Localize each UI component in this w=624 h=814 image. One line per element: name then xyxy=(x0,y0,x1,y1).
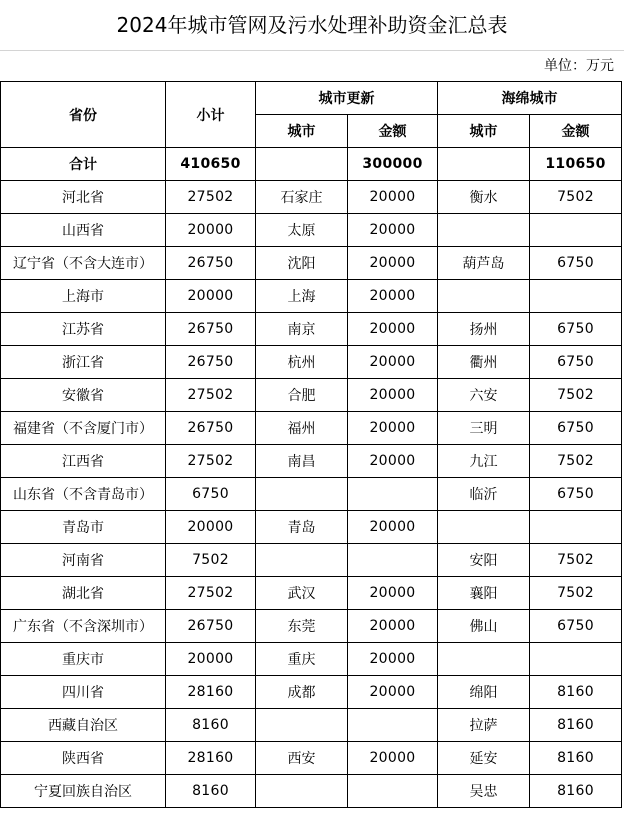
sponge-city-cell: 绵阳 xyxy=(438,676,530,709)
renewal-amount-cell: 20000 xyxy=(348,742,438,775)
province-cell: 江苏省 xyxy=(1,313,166,346)
renewal-city-cell: 石家庄 xyxy=(256,181,348,214)
renewal-city-cell: 沈阳 xyxy=(256,247,348,280)
sponge-amount-cell: 6750 xyxy=(530,478,622,511)
renewal-city-cell: 青岛 xyxy=(256,511,348,544)
subtotal-cell: 28160 xyxy=(166,676,256,709)
sponge-amount-cell xyxy=(530,643,622,676)
sheet-title: 2024年城市管网及污水处理补助资金汇总表 xyxy=(116,13,508,37)
sponge-city-cell: 襄阳 xyxy=(438,577,530,610)
table-row xyxy=(1,478,622,511)
table-row xyxy=(1,379,622,412)
table-row xyxy=(1,280,622,313)
province-cell: 江西省 xyxy=(1,445,166,478)
province-cell: 陕西省 xyxy=(1,742,166,775)
sponge-city-cell: 葫芦岛 xyxy=(438,247,530,280)
province-cell: 河北省 xyxy=(1,181,166,214)
renewal-city-cell: 合肥 xyxy=(256,379,348,412)
sponge-city-cell xyxy=(438,280,530,313)
table-row xyxy=(1,577,622,610)
sponge-amount-cell: 7502 xyxy=(530,379,622,412)
renewal-city-cell: 福州 xyxy=(256,412,348,445)
province-cell: 山东省（不含青岛市） xyxy=(1,478,166,511)
title-divider xyxy=(0,50,624,51)
province-cell: 山西省 xyxy=(1,214,166,247)
table-row xyxy=(1,511,622,544)
total-renewal-amount: 300000 xyxy=(348,148,438,181)
total-subtotal: 410650 xyxy=(166,148,256,181)
sponge-city-cell: 延安 xyxy=(438,742,530,775)
total-sponge-amount: 110650 xyxy=(530,148,622,181)
sponge-city-cell: 佛山 xyxy=(438,610,530,643)
renewal-city-cell: 南京 xyxy=(256,313,348,346)
renewal-amount-cell xyxy=(348,544,438,577)
province-cell: 浙江省 xyxy=(1,346,166,379)
renewal-city-cell xyxy=(256,709,348,742)
renewal-city-cell: 南昌 xyxy=(256,445,348,478)
sponge-city-cell: 临沂 xyxy=(438,478,530,511)
unit-label: 单位：万元 xyxy=(544,58,614,74)
renewal-amount-cell xyxy=(348,478,438,511)
province-cell: 青岛市 xyxy=(1,511,166,544)
province-cell: 福建省（不含厦门市） xyxy=(1,412,166,445)
renewal-amount-cell: 20000 xyxy=(348,511,438,544)
sponge-city-cell: 吴忠 xyxy=(438,775,530,808)
province-cell: 辽宁省（不含大连市） xyxy=(1,247,166,280)
province-cell: 宁夏回族自治区 xyxy=(1,775,166,808)
header-province: 省份 xyxy=(1,82,166,148)
sponge-city-cell: 三明 xyxy=(438,412,530,445)
sponge-amount-cell: 8160 xyxy=(530,676,622,709)
province-cell: 四川省 xyxy=(1,676,166,709)
sponge-amount-cell xyxy=(530,511,622,544)
sponge-city-cell: 拉萨 xyxy=(438,709,530,742)
renewal-amount-cell: 20000 xyxy=(348,676,438,709)
table-row xyxy=(1,247,622,280)
table-row xyxy=(1,346,622,379)
table-body xyxy=(1,148,622,808)
funding-summary-table xyxy=(0,81,622,808)
header-sponge-city-name: 城市 xyxy=(438,115,530,148)
renewal-amount-cell: 20000 xyxy=(348,214,438,247)
total-sponge-city xyxy=(438,148,530,181)
subtotal-cell: 20000 xyxy=(166,643,256,676)
subtotal-cell: 26750 xyxy=(166,313,256,346)
table-row xyxy=(1,676,622,709)
sponge-amount-cell: 6750 xyxy=(530,346,622,379)
sponge-amount-cell xyxy=(530,214,622,247)
renewal-city-cell: 武汉 xyxy=(256,577,348,610)
renewal-amount-cell: 20000 xyxy=(348,610,438,643)
renewal-city-cell: 杭州 xyxy=(256,346,348,379)
subtotal-cell: 27502 xyxy=(166,577,256,610)
renewal-city-cell xyxy=(256,775,348,808)
province-cell: 西藏自治区 xyxy=(1,709,166,742)
renewal-amount-cell xyxy=(348,775,438,808)
renewal-amount-cell: 20000 xyxy=(348,313,438,346)
header-sponge-amount: 金额 xyxy=(530,115,622,148)
sponge-city-cell: 扬州 xyxy=(438,313,530,346)
sponge-city-cell: 安阳 xyxy=(438,544,530,577)
province-cell: 湖北省 xyxy=(1,577,166,610)
header-sponge-city: 海绵城市 xyxy=(438,82,622,115)
table-row xyxy=(1,742,622,775)
table-row xyxy=(1,709,622,742)
total-renewal-city xyxy=(256,148,348,181)
province-cell: 河南省 xyxy=(1,544,166,577)
sponge-amount-cell: 7502 xyxy=(530,544,622,577)
renewal-amount-cell: 20000 xyxy=(348,412,438,445)
renewal-city-cell: 东莞 xyxy=(256,610,348,643)
renewal-amount-cell xyxy=(348,709,438,742)
renewal-city-cell: 成都 xyxy=(256,676,348,709)
renewal-amount-cell: 20000 xyxy=(348,379,438,412)
sponge-amount-cell: 6750 xyxy=(530,313,622,346)
sponge-city-cell xyxy=(438,643,530,676)
subtotal-cell: 27502 xyxy=(166,379,256,412)
renewal-amount-cell: 20000 xyxy=(348,280,438,313)
renewal-city-cell: 西安 xyxy=(256,742,348,775)
table-row xyxy=(1,214,622,247)
subtotal-cell: 6750 xyxy=(166,478,256,511)
renewal-amount-cell: 20000 xyxy=(348,181,438,214)
renewal-city-cell: 上海 xyxy=(256,280,348,313)
sponge-city-cell: 衡水 xyxy=(438,181,530,214)
renewal-city-cell xyxy=(256,544,348,577)
subtotal-cell: 27502 xyxy=(166,445,256,478)
subtotal-cell: 26750 xyxy=(166,412,256,445)
subtotal-cell: 8160 xyxy=(166,775,256,808)
subtotal-cell: 7502 xyxy=(166,544,256,577)
subtotal-cell: 26750 xyxy=(166,610,256,643)
province-cell: 重庆市 xyxy=(1,643,166,676)
table-row xyxy=(1,775,622,808)
province-cell: 安徽省 xyxy=(1,379,166,412)
table-row xyxy=(1,643,622,676)
table-row xyxy=(1,181,622,214)
header-subtotal: 小计 xyxy=(166,82,256,148)
renewal-city-cell: 太原 xyxy=(256,214,348,247)
province-cell: 上海市 xyxy=(1,280,166,313)
table-row xyxy=(1,445,622,478)
sponge-amount-cell: 7502 xyxy=(530,181,622,214)
subtotal-cell: 26750 xyxy=(166,247,256,280)
subtotal-cell: 28160 xyxy=(166,742,256,775)
subtotal-cell: 27502 xyxy=(166,181,256,214)
table-row xyxy=(1,544,622,577)
renewal-amount-cell: 20000 xyxy=(348,445,438,478)
sponge-city-cell: 九江 xyxy=(438,445,530,478)
sponge-amount-cell: 8160 xyxy=(530,775,622,808)
sponge-amount-cell: 6750 xyxy=(530,610,622,643)
renewal-city-cell: 重庆 xyxy=(256,643,348,676)
province-cell: 广东省（不含深圳市） xyxy=(1,610,166,643)
subtotal-cell: 20000 xyxy=(166,511,256,544)
sponge-amount-cell xyxy=(530,280,622,313)
renewal-amount-cell: 20000 xyxy=(348,346,438,379)
sponge-amount-cell: 6750 xyxy=(530,412,622,445)
subtotal-cell: 20000 xyxy=(166,280,256,313)
sponge-amount-cell: 6750 xyxy=(530,247,622,280)
table-row xyxy=(1,610,622,643)
subtotal-cell: 8160 xyxy=(166,709,256,742)
renewal-amount-cell: 20000 xyxy=(348,643,438,676)
sponge-city-cell: 衢州 xyxy=(438,346,530,379)
sponge-amount-cell: 7502 xyxy=(530,445,622,478)
subtotal-cell: 20000 xyxy=(166,214,256,247)
sponge-amount-cell: 8160 xyxy=(530,742,622,775)
sponge-city-cell xyxy=(438,511,530,544)
header-renewal-amount: 金额 xyxy=(348,115,438,148)
table-row xyxy=(1,412,622,445)
total-row xyxy=(1,148,622,181)
sponge-amount-cell: 7502 xyxy=(530,577,622,610)
header-renewal-city: 城市 xyxy=(256,115,348,148)
table-row xyxy=(1,313,622,346)
renewal-amount-cell: 20000 xyxy=(348,577,438,610)
subtotal-cell: 26750 xyxy=(166,346,256,379)
sponge-city-cell: 六安 xyxy=(438,379,530,412)
header-urban-renewal: 城市更新 xyxy=(256,82,438,115)
sponge-amount-cell: 8160 xyxy=(530,709,622,742)
renewal-city-cell xyxy=(256,478,348,511)
renewal-amount-cell: 20000 xyxy=(348,247,438,280)
total-label: 合计 xyxy=(1,148,166,181)
sponge-city-cell xyxy=(438,214,530,247)
